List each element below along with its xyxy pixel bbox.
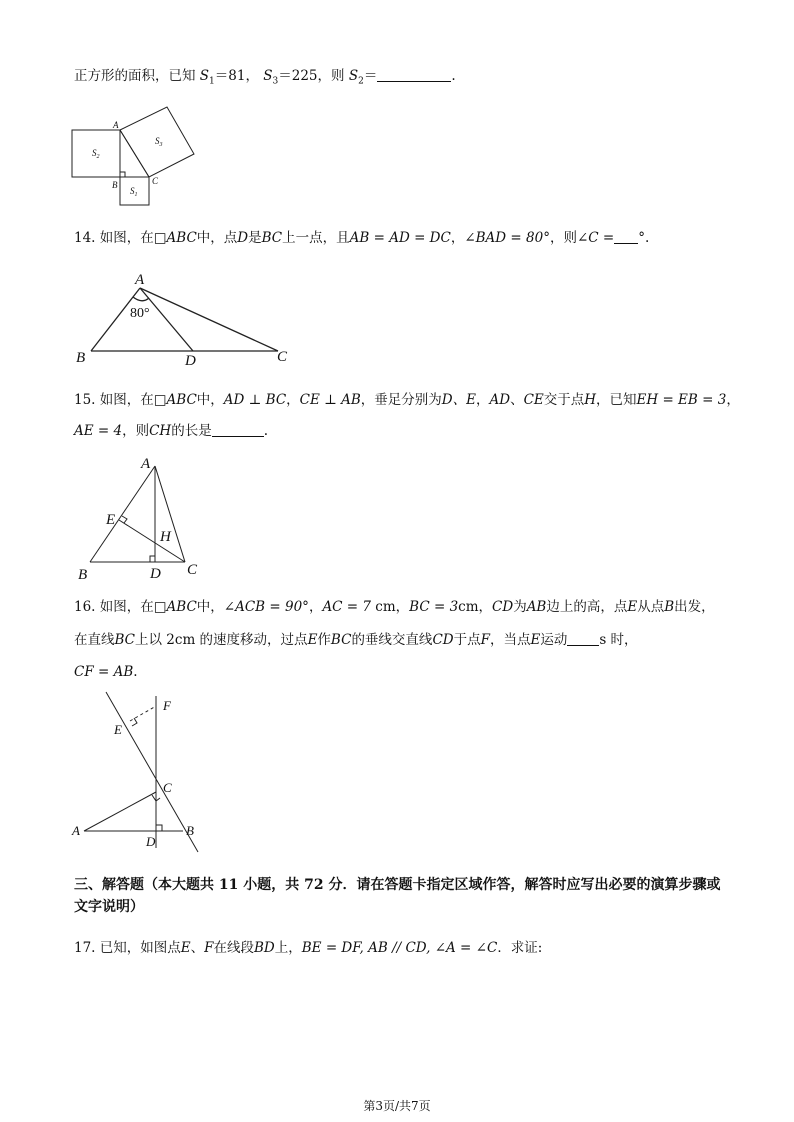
label-f: F [163,698,171,713]
right-angle-mark [120,172,125,177]
hypotenuse [120,130,149,177]
label-a: A [113,120,119,130]
label-b: B [78,567,88,583]
label-a: A [141,456,151,472]
q14-answer-blank [614,229,638,244]
right-angle-e [132,718,137,726]
q15-line2: AE = 4，则CH的长是 . [74,423,268,439]
q13-figure [66,98,206,210]
label-a: A [72,823,80,838]
segment-ac [84,792,156,831]
label-angle-80: 80° [130,306,150,321]
label-d: D [146,834,156,849]
q14-line: 14. 如图，在□ABC中，点D是BC上一点，且AB = AD = DC，∠BAD = 80°，则∠C = °. [74,230,650,246]
label-c: C [187,562,198,578]
label-b: B [186,823,194,838]
label-e: E [106,512,116,528]
q16-line2: 在直线BC上以 2cm 的速度移动，过点E作BC的垂线交直线CD于点F，当点E运动 s 时， [74,632,638,648]
label-a: A [135,272,145,288]
section-heading: 三、解答题（本大题共 11 小题，共 72 分．请在答题卡指定区域作答，解答时应写出必要的演算步骤或文字说明） [74,877,721,915]
label-d: D [185,353,196,369]
q16-line1: 16. 如图，在□ABC中，∠ACB = 90°，AC = 7 cm，BC = 3cm，CD为AB边上的高，点E从点B出发， [74,599,715,615]
angle-arc [133,297,149,301]
label-b: B [112,180,118,190]
q16-figure [66,686,216,860]
segment-ac [155,466,185,562]
q16-line3: CF = AB. [74,664,138,680]
segment-ac [140,288,278,351]
q15-answer-blank [212,422,264,437]
label-s2: $S_2$ [92,148,100,160]
label-d: D [150,566,161,582]
label-c: C [152,176,159,186]
page-footer: 第3页/共7页 [363,1099,431,1113]
q15-figure [74,452,214,586]
square-s1 [120,177,149,205]
q15-line1: 15. 如图，在□ABC中，AD ⊥ BC，CE ⊥ AB，垂足分别为D、E，AD、CE交于点H，已知EH = EB = 3， [74,392,740,408]
right-angle-d [156,825,162,831]
label-s1: $S_1$ [130,186,138,198]
line-bc [106,692,198,852]
label-b: B [76,350,86,366]
label-s3: $S_3$ [155,136,163,148]
label-h: H [160,529,171,545]
q16-answer-blank [567,631,599,646]
label-c: C [277,349,288,365]
q14-figure [72,266,302,370]
q13-line: 正方形的面积，已知 $S_1=81$， $S_3=225$，则 $S_2=$ . [74,68,456,87]
label-c: C [163,780,172,795]
segment-ab [90,466,155,562]
q17-line: 17. 已知，如图点E、F在线段BD上，BE = DF, AB // CD, ∠A = ∠C．求证: [74,940,543,956]
label-e: E [114,722,122,737]
right-angle-d [150,556,155,562]
q13-answer-blank [377,67,451,82]
